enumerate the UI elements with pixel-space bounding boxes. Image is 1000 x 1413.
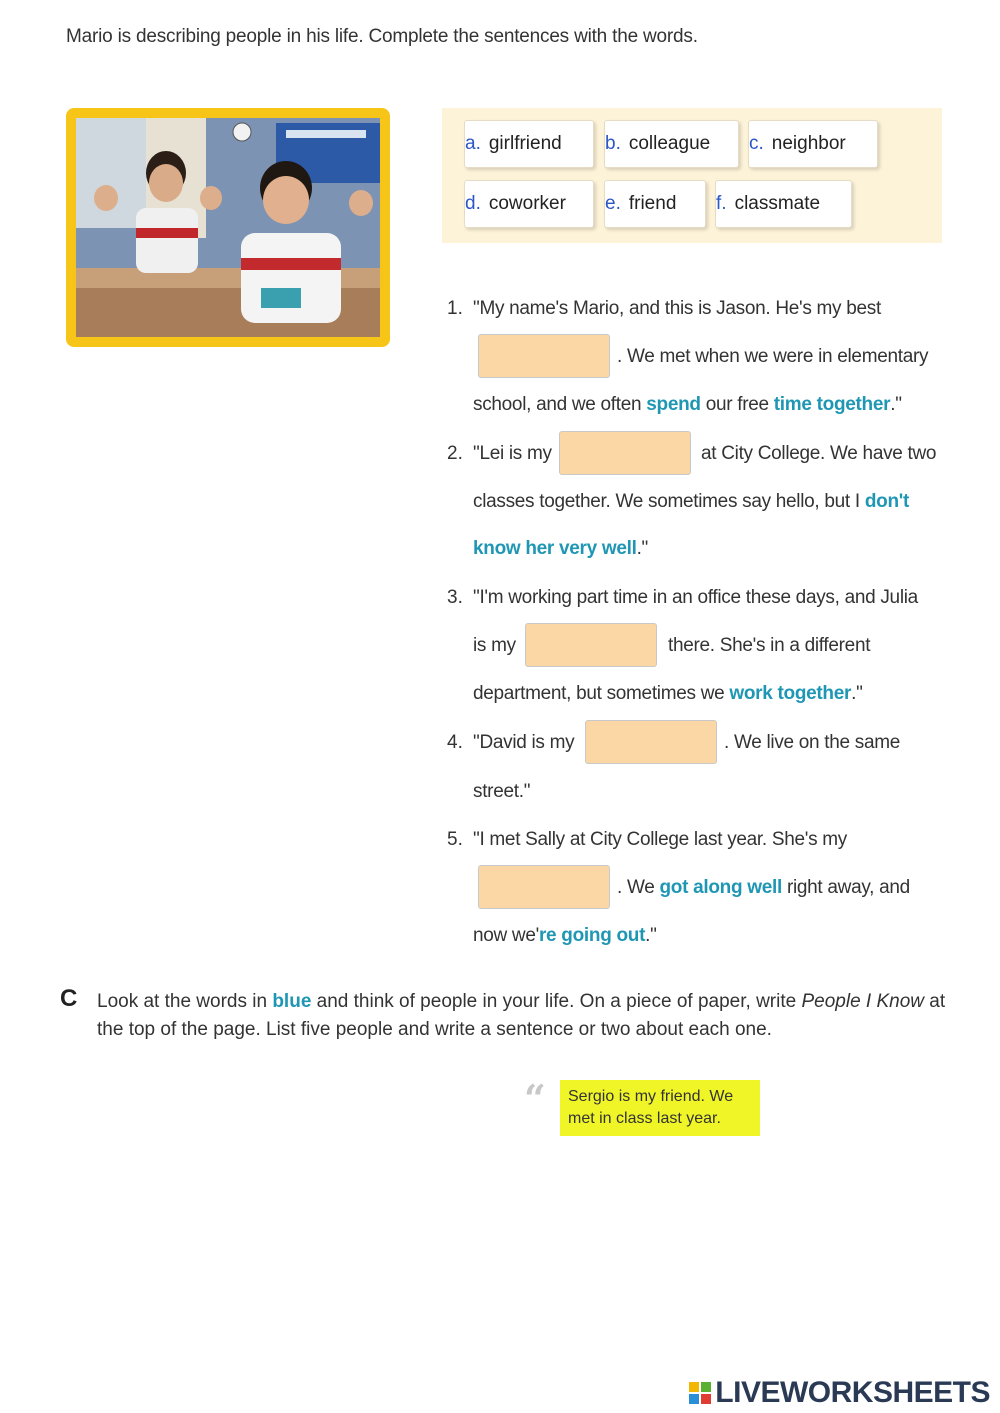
chip-word: coworker bbox=[488, 193, 566, 214]
highlight-phrase: don't bbox=[864, 491, 909, 512]
item3-line1: "I'm working part time in an office these days, and Julia bbox=[473, 587, 918, 608]
text: . We bbox=[617, 877, 660, 898]
item5-answer-blank[interactable] bbox=[478, 865, 610, 909]
item2-line2 bbox=[473, 491, 909, 513]
chip-letter: e. bbox=[605, 193, 621, 214]
chip-word: colleague bbox=[628, 133, 711, 154]
text: ." bbox=[636, 538, 648, 559]
text: Look at the words in bbox=[97, 991, 273, 1012]
word-chip-classmate[interactable] bbox=[715, 180, 852, 228]
chip-letter: c. bbox=[749, 133, 764, 154]
classroom-photo-frame bbox=[66, 108, 390, 347]
highlight-phrase: spend bbox=[646, 394, 701, 415]
item4-line1b: . We live on the same bbox=[724, 732, 901, 753]
text: classes together. We sometimes say hello, but I bbox=[473, 491, 865, 512]
liveworksheets-brand bbox=[689, 1376, 990, 1410]
item3-line2b: there. She's in a different bbox=[668, 635, 871, 656]
text: ." bbox=[645, 925, 657, 946]
item-number: 1. bbox=[447, 298, 463, 319]
chip-word: neighbor bbox=[771, 133, 846, 154]
item-number: 3. bbox=[447, 587, 463, 608]
item-number: 4. bbox=[447, 732, 463, 753]
text: ." bbox=[851, 683, 863, 704]
section-c-letter: C bbox=[60, 985, 78, 1012]
item5-line1: "I met Sally at City College last year. She's my bbox=[473, 829, 848, 850]
item4-answer-blank[interactable] bbox=[585, 720, 717, 764]
text: ." bbox=[890, 394, 902, 415]
chip-word: girlfriend bbox=[488, 133, 562, 154]
text: at the top of the page. List five people and write a sentence or two about each one. bbox=[97, 991, 946, 1040]
chip-letter: f. bbox=[716, 193, 727, 214]
chip-letter: d. bbox=[465, 193, 481, 214]
item3-answer-blank[interactable] bbox=[525, 623, 657, 667]
word-chip-neighbor[interactable] bbox=[748, 120, 878, 168]
classroom-photo bbox=[76, 118, 380, 337]
blue-word: blue bbox=[272, 991, 312, 1012]
item1-answer-blank[interactable] bbox=[478, 334, 610, 378]
item1-line3 bbox=[473, 394, 902, 416]
instruction-text: Mario is describing people in his life. Complete the sentences with the words. bbox=[66, 26, 698, 47]
chip-word: friend bbox=[628, 193, 677, 214]
item3-line3 bbox=[473, 683, 863, 705]
section-c-instructions bbox=[97, 988, 957, 1044]
word-bank bbox=[442, 108, 942, 243]
item1-line2: . We met when we were in elementary bbox=[617, 346, 929, 367]
word-chip-girlfriend[interactable] bbox=[464, 120, 594, 168]
item3-line2a: is my bbox=[473, 635, 516, 656]
text: department, but sometimes we bbox=[473, 683, 730, 704]
item1-line1: "My name's Mario, and this is Jason. He's my best bbox=[473, 298, 881, 319]
item2-line1a: "Lei is my bbox=[473, 443, 552, 464]
text: our free bbox=[700, 394, 774, 415]
item2-answer-blank[interactable] bbox=[559, 431, 691, 475]
highlight-phrase: know her very well bbox=[473, 538, 637, 559]
example-note: Sergio is my friend. We met in class last year. bbox=[560, 1080, 760, 1136]
highlight-phrase: work together bbox=[729, 683, 852, 704]
item-number: 5. bbox=[447, 829, 463, 850]
highlight-phrase: got along well bbox=[659, 877, 782, 898]
word-chip-colleague[interactable] bbox=[604, 120, 739, 168]
chip-letter: a. bbox=[465, 133, 481, 154]
chip-letter: b. bbox=[605, 133, 621, 154]
chip-word: classmate bbox=[734, 193, 821, 214]
word-chip-coworker[interactable] bbox=[464, 180, 594, 228]
item2-line3 bbox=[473, 538, 648, 560]
text: school, and we often bbox=[473, 394, 647, 415]
highlight-phrase: re going out bbox=[538, 925, 646, 946]
item-number: 2. bbox=[447, 443, 463, 464]
item2-line1b: at City College. We have two bbox=[701, 443, 937, 464]
item5-line3 bbox=[473, 925, 657, 947]
text: now we' bbox=[473, 925, 539, 946]
item4-line1a: "David is my bbox=[473, 732, 575, 753]
liveworksheets-logo-icon bbox=[689, 1382, 711, 1404]
text: right away, and bbox=[781, 877, 910, 898]
word-chip-friend[interactable] bbox=[604, 180, 706, 228]
brand-text: LIVEWORKSHEETS bbox=[715, 1376, 990, 1409]
item4-line2: street." bbox=[473, 781, 531, 802]
highlight-phrase: time together bbox=[773, 394, 891, 415]
italic-title: People I Know bbox=[801, 991, 924, 1012]
item5-line2 bbox=[617, 877, 910, 899]
text: and think of people in your life. On a piece of paper, write bbox=[311, 991, 802, 1012]
quote-mark-icon: “ bbox=[524, 1076, 546, 1121]
